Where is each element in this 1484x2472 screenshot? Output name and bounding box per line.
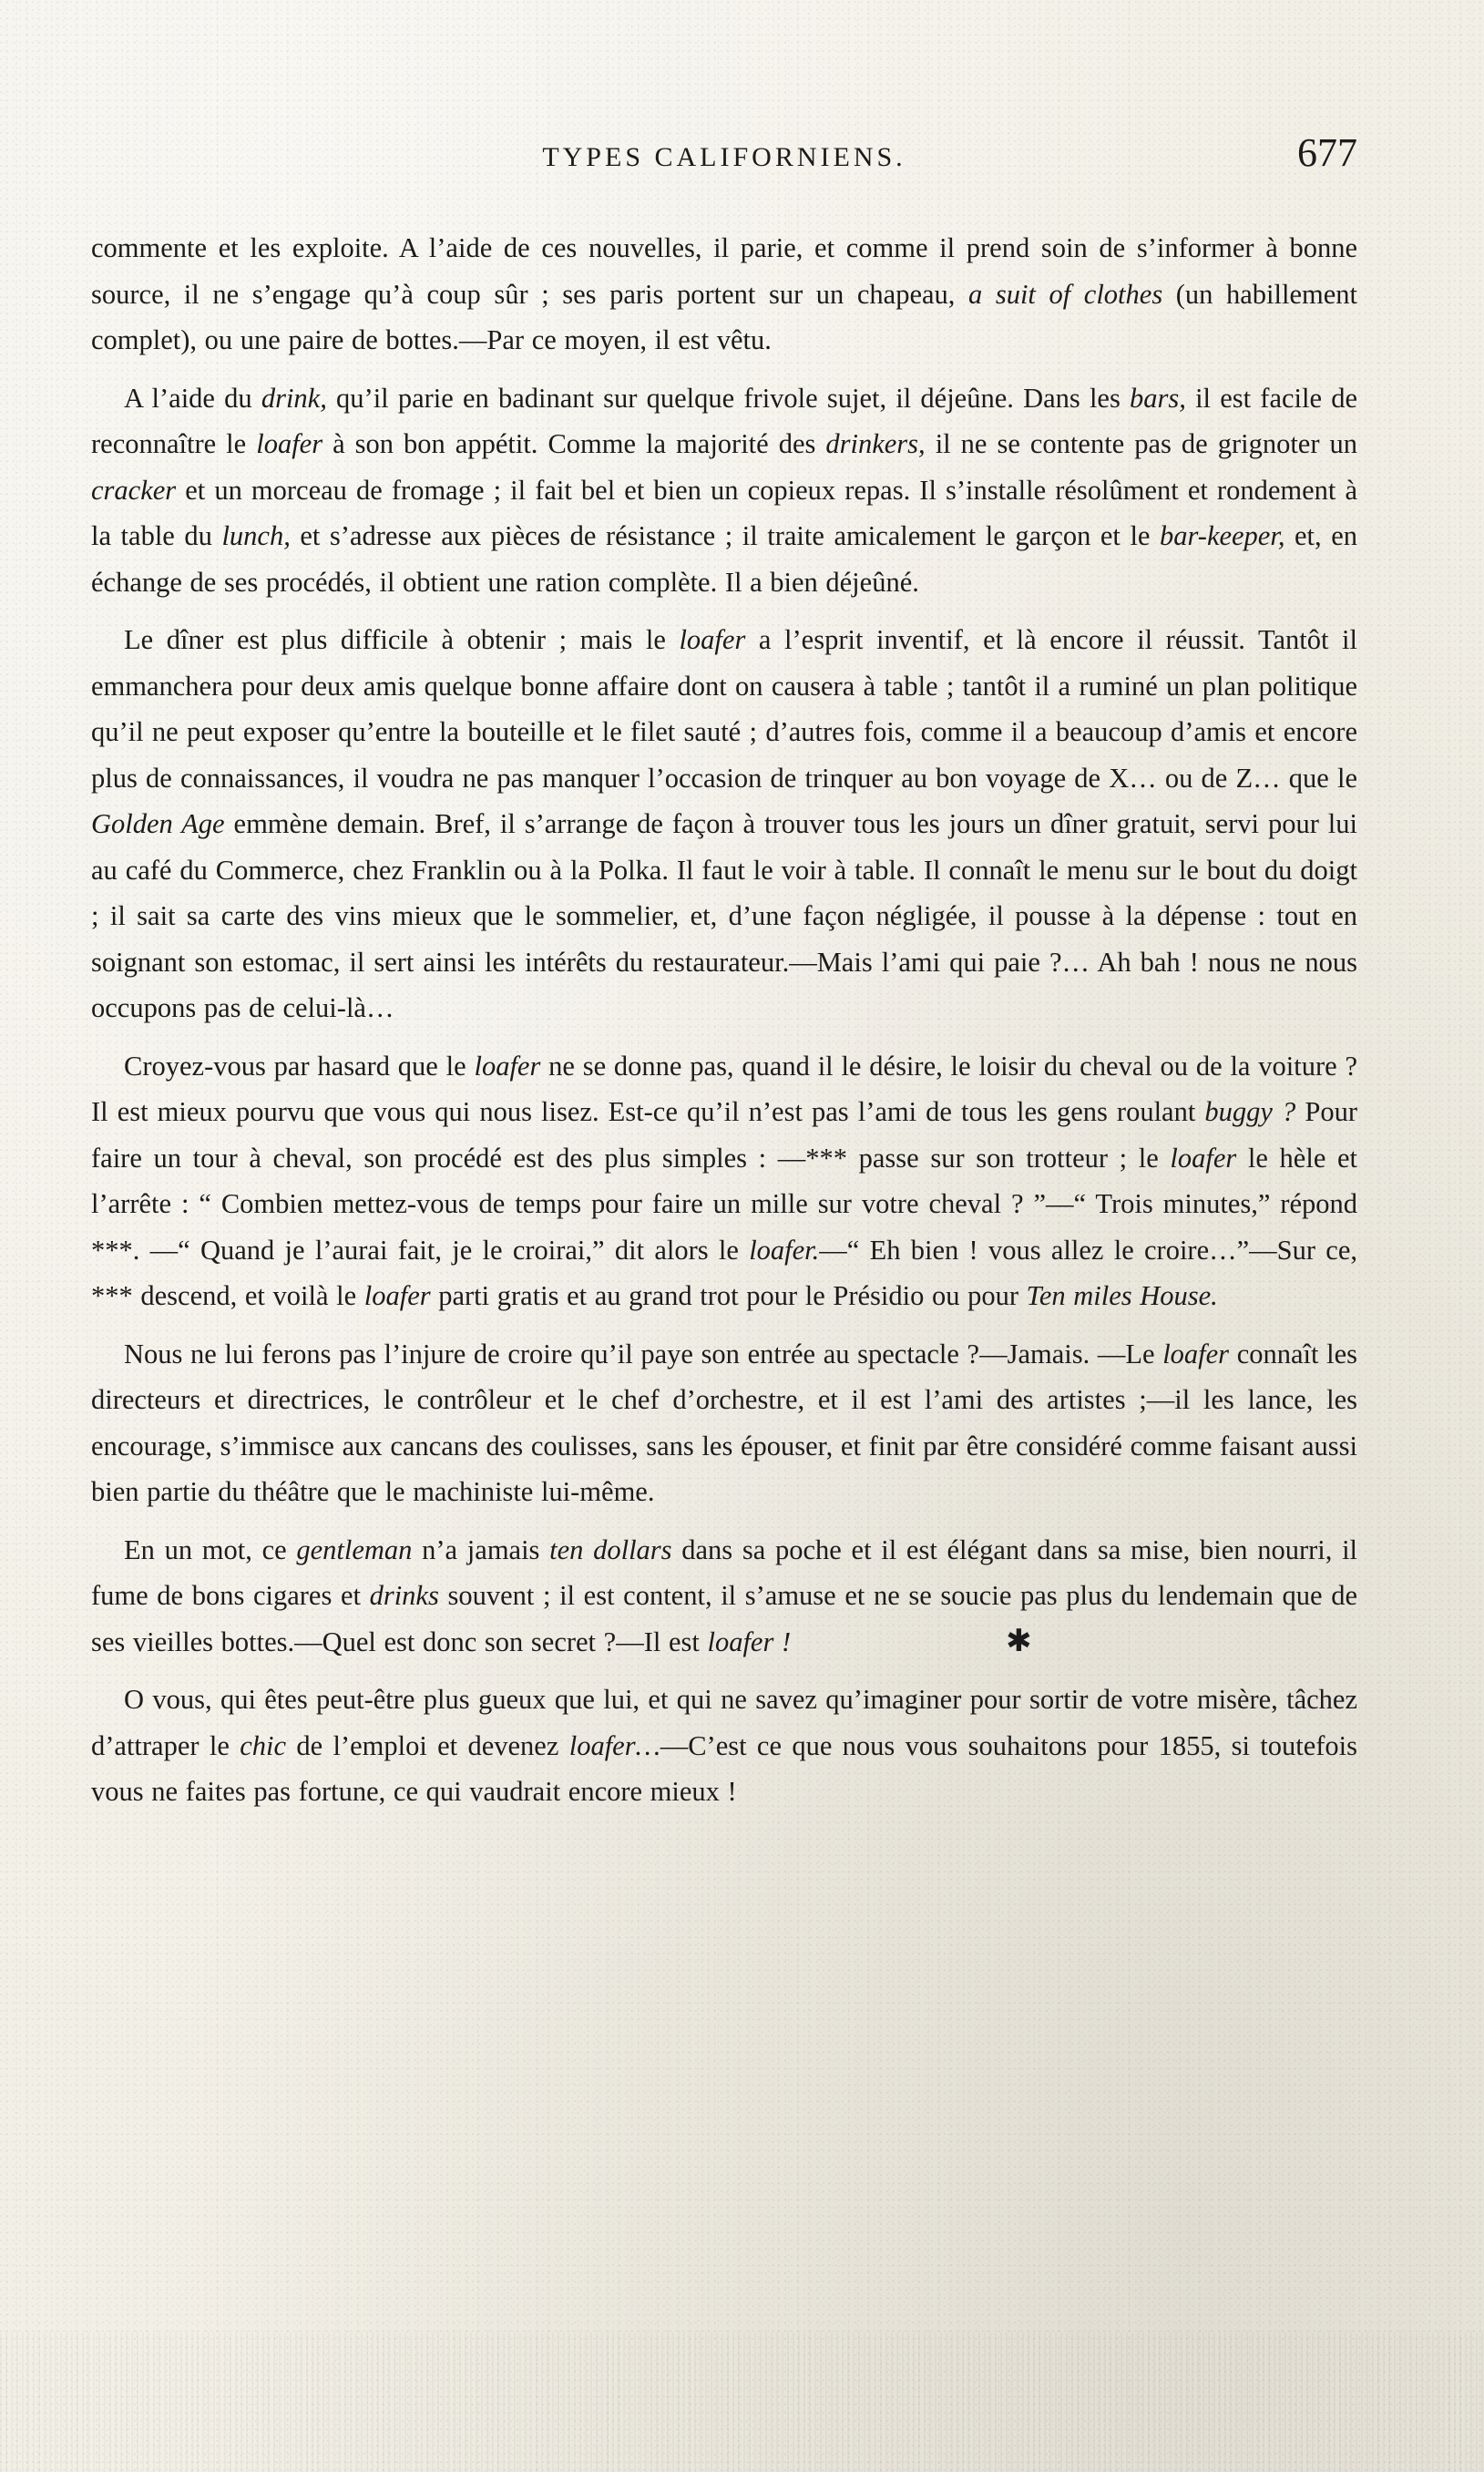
italic-term: loafer	[256, 428, 323, 459]
italic-term: drink,	[261, 382, 327, 414]
paragraph	[91, 617, 1357, 1031]
italic-term: loafer	[363, 1280, 431, 1311]
text-run: parti gratis et au grand trot pour le Présidio ou pour	[430, 1280, 1027, 1311]
text-run: Croyez-vous par hasard que le	[124, 1050, 475, 1082]
italic-term: loafer.	[749, 1234, 820, 1266]
italic-term: loafer	[1162, 1338, 1230, 1369]
paragraph	[91, 1331, 1357, 1515]
text-run: il ne se contente pas de grignoter un	[925, 428, 1358, 459]
italic-term: cracker	[91, 474, 177, 506]
text-run: (un habillement complet), ou une paire de bottes.—Par ce moyen, il est vêtu.	[91, 278, 1357, 355]
page-header	[91, 129, 1357, 184]
paragraph	[91, 375, 1357, 606]
italic-term: Golden Age	[91, 808, 225, 839]
text-run: il est facile de reconnaître le	[91, 382, 1357, 459]
italic-term: lunch,	[221, 520, 291, 551]
italic-term: loafer !	[707, 1626, 792, 1657]
italic-term: bar-keeper,	[1160, 520, 1285, 551]
italic-term: buggy ?	[1204, 1096, 1296, 1127]
italic-term: bars,	[1130, 382, 1186, 414]
italic-term: chic	[240, 1729, 287, 1761]
page-number: 677	[1297, 130, 1357, 175]
italic-term: Ten miles House.	[1026, 1280, 1218, 1311]
text-run: connaît les directeurs et directrices, le contrôleur et le chef d’orchestre, et il est l’ami des artistes ;—il les lance, les encourage, s’immisce aux cancans des coulisses, sans les épouser, et finit par être considéré comme faisant aussi bien partie du théâtre que le machiniste lui-même.	[91, 1338, 1357, 1507]
running-head: TYPES CALIFORNIENS.	[542, 142, 906, 172]
text-run: qu’il parie en badinant sur quelque frivole sujet, il déjeûne. Dans les	[326, 382, 1131, 414]
italic-term: loafer	[679, 624, 746, 655]
italic-term: loafer…	[568, 1729, 660, 1761]
italic-term: drinkers,	[825, 428, 926, 459]
text-run: A l’aide du	[124, 382, 261, 414]
body-text	[91, 225, 1357, 1827]
paragraph	[91, 1043, 1357, 1319]
paragraph	[91, 1677, 1357, 1815]
asterisk-ornament-icon: ✱	[1006, 1624, 1032, 1658]
text-run: Le dîner est plus difficile à obtenir ; mais le	[124, 624, 680, 655]
text-run: à son bon appétit. Comme la majorité des	[322, 428, 826, 459]
scan-noise-border	[0, 2333, 1484, 2472]
text-run: Nous ne lui ferons pas l’injure de croire qu’il paye son entrée au spectacle ?—Jamais. —Le	[124, 1338, 1163, 1369]
paragraph	[91, 225, 1357, 364]
italic-term: a suit of clothes	[968, 278, 1163, 310]
text-run: n’a jamais	[412, 1533, 550, 1565]
text-run: emmène demain. Bref, il s’arrange de façon à trouver tous les jours un dîner gratuit, servi pour lui au café du Commerce, chez Franklin ou à la Polka. Il faut le voir à table. Il connaît le menu sur le bout du doigt ; il sait sa carte des vins mieux que le sommelier, et, d’une façon négligée, il pousse à la dépense : tout en soignant son estomac, il sert ainsi les intérêts du restaurateur.—Mais l’ami qui paie ?… Ah bah ! nous ne nous occupons pas de celui-là…	[91, 808, 1357, 1023]
text-run: souvent ; il est content, il s’amuse et ne se soucie pas plus du lendemain que de ses vieilles bottes.—Quel est donc son secret ?—Il est	[91, 1580, 1357, 1657]
italic-term: gentleman	[296, 1533, 413, 1565]
text-run: ne se donne pas, quand il le désire, le loisir du cheval ou de la voiture ? Il est mieux pourvu que vous qui nous lisez. Est-ce qu’il n’est pas l’ami de tous les gens roulant	[91, 1050, 1357, 1127]
text-run: O vous, qui êtes peut-être plus gueux que lui, et qui ne savez qu’imaginer pour sortir de votre misère, tâchez d’attraper le	[91, 1684, 1357, 1761]
italic-term: drinks	[369, 1580, 439, 1611]
italic-term: ten dollars	[549, 1533, 672, 1565]
italic-term: loafer	[1170, 1142, 1237, 1174]
text-run: —C’est ce que nous vous souhaitons pour 1855, si toutefois vous ne faites pas fortune, ce qui vaudrait encore mieux !	[91, 1729, 1357, 1807]
text-run: et un morceau de fromage ; il fait bel et bien un copieux repas. Il s’installe résolûment et rondement à la table du	[91, 474, 1357, 551]
paragraph	[91, 1527, 1357, 1666]
text-run: et s’adresse aux pièces de résistance ; il traite amicalement le garçon et le	[290, 520, 1161, 551]
text-run: En un mot, ce	[124, 1533, 297, 1565]
text-run: le hèle et l’arrête : “ Combien mettez-vous de temps pour faire un mille sur votre cheval ? ”—“ Trois minutes,” répond ***. —“ Quand je l’aurai fait, je le croirai,” dit alors le	[91, 1142, 1357, 1266]
italic-term: loafer	[474, 1050, 541, 1082]
text-run: commente et les exploite. A l’aide de ces nouvelles, il parie, et comme il prend soin de s’informer à bonne source, il ne s’engage qu’à coup sûr ; ses paris portent sur un chapeau,	[91, 232, 1357, 310]
text-run: —“ Eh bien ! vous allez le croire…”—Sur ce, *** descend, et voilà le	[91, 1234, 1358, 1311]
text-run: a l’esprit inventif, et là encore il réussit. Tantôt il emmanchera pour deux amis quelque bonne affaire dont on causera à table ; tantôt il a ruminé un plan politique qu’il ne peut exposer qu’entre la bouteille et le filet sauté ; d’autres fois, comme il a beaucoup d’amis et encore plus de connaissances, il voudra ne pas manquer l’occasion de trinquer au bon voyage de X… ou de Z… que le	[91, 624, 1357, 794]
text-run: dans sa poche et il est élégant dans sa mise, bien nourri, il fume de bons cigares et	[91, 1533, 1358, 1611]
text-run: de l’emploi et devenez	[286, 1729, 569, 1761]
text-run: Pour faire un tour à cheval, son procédé est des plus simples : —*** passe sur son trotteur ; le	[91, 1096, 1357, 1174]
text-run: et, en échange de ses procédés, il obtient une ration complète. Il a bien déjeûné.	[91, 520, 1357, 598]
